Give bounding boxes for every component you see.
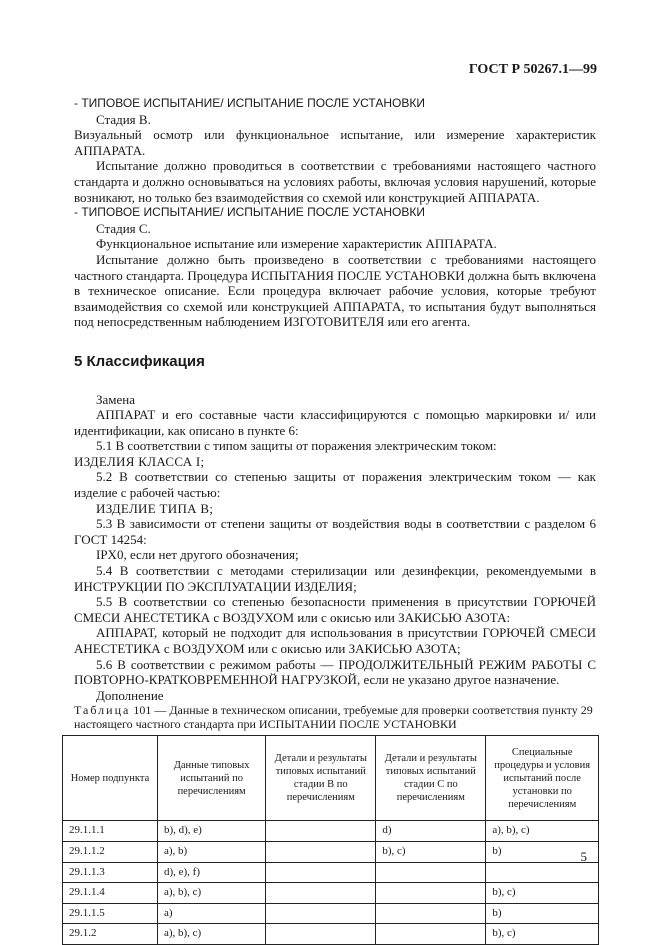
table-cell: [266, 903, 376, 924]
data-table: [62, 735, 599, 945]
table-cell: [486, 862, 599, 883]
table-header-cell: Детали и результаты типовых испытаний стадии С по перечислениям: [376, 736, 486, 821]
table-cell: 29.1.1.1: [63, 821, 158, 842]
paragraph-functional-test: Функциональное испытание или измерение характеристик АППАРАТА.: [96, 236, 497, 252]
table-header-cell: Данные типовых испытаний по перечислениям: [157, 736, 265, 821]
paragraph-installation-procedure: Испытание должно быть произведено в соответствии с требованиями настоящего частного стандарта. Процедура ИСПЫТАНИЯ ПОСЛЕ УСТАНОВКИ должна быть включена в техническое описание. Если процедура включает рабочие условия, которые требуют взаимодействия со схемой или конструкцией АППАРАТА, то испытания будут выполняться под непосредственным наблюдением ИЗГОТОВИТЕЛЯ или его агента.: [74, 251, 596, 330]
table-cell: [266, 841, 376, 862]
table-label: Таблица: [74, 703, 131, 718]
stage-b-label: Стадия В.: [96, 111, 151, 127]
table-cell: 29.1.2: [63, 924, 158, 945]
document-code: ГОСТ Р 50267.1—99: [468, 62, 597, 77]
table-caption-text: 101 — Данные в техническом описании, требуемые для проверки соответствия пункту 29 настоящего частного стандарта при ИСПЫТАНИИ ПОСЛЕ УСТАНОВКИ: [74, 703, 593, 732]
table-row: [63, 924, 599, 945]
heading-type-test-b: - ТИПОВОЕ ИСПЫТАНИЕ/ ИСПЫТАНИЕ ПОСЛЕ УСТАНОВКИ: [74, 96, 425, 110]
table-row: [63, 883, 599, 904]
table-cell: 29.1.1.5: [63, 903, 158, 924]
table-header-cell: Детали и результаты типовых испытаний стадии В по перечислениям: [266, 736, 376, 821]
table-cell: [376, 883, 486, 904]
table-cell: a), b), c): [157, 883, 265, 904]
table-cell: [266, 821, 376, 842]
table-header-cell: Номер подпункта: [63, 736, 158, 821]
table-cell: a), b), c): [157, 924, 265, 945]
table-row: [63, 862, 599, 883]
replace-label: Замена: [96, 391, 136, 407]
table-cell: a), b): [157, 841, 265, 862]
table-cell: d), e), f): [157, 862, 265, 883]
addition-label: Дополнение: [96, 687, 164, 703]
clause-5-3-value: IPX0, если нет другого обозначения;: [96, 547, 299, 563]
table-row: [63, 903, 599, 924]
table-header-row: [63, 736, 599, 821]
paragraph-classification-intro: АППАРАТ и его составные части классифицируются с помощью маркировки и/ или идентификации, как описано в пункте 6:: [74, 407, 596, 438]
clause-5-4: 5.4 В соответствии с методами стерилизации или дезинфекции, рекомендуемыми в ИНСТРУКЦИИ ПО ЭКСПЛУАТАЦИИ ИЗДЕЛИЯ;: [74, 563, 596, 594]
table-cell: b), c): [376, 841, 486, 862]
clause-5-3: 5.3 В зависимости от степени защиты от воздействия воды в соответствии с разделом 6 ГОСТ 14254:: [74, 516, 596, 547]
table-header-cell: Специальные процедуры и условия испытаний после установки по перечислениям: [486, 736, 599, 821]
page-number: 5: [580, 849, 587, 864]
table-cell: [376, 862, 486, 883]
table-cell: b), c): [486, 924, 599, 945]
table-cell: b), d), e): [157, 821, 265, 842]
stage-c-label: Стадия С.: [96, 220, 151, 236]
table-cell: b): [486, 841, 599, 862]
heading-type-test-c: - ТИПОВОЕ ИСПЫТАНИЕ/ ИСПЫТАНИЕ ПОСЛЕ УСТАНОВКИ: [74, 205, 425, 220]
paragraph-visual-inspection: Визуальный осмотр или функциональное испытание, или измерение характеристик АППАРАТА.: [74, 127, 596, 158]
table-caption: [74, 703, 596, 731]
table-cell: 29.1.1.2: [63, 841, 158, 862]
table-row: [63, 821, 599, 842]
clause-5-5: 5.5 В соответствии со степенью безопасности применения в присутствии ГОРЮЧЕЙ СМЕСИ АНЕСТЕТИКА с ВОЗДУХОМ или с окисью или ЗАКИСЬЮ АЗОТА:: [74, 594, 596, 625]
table-cell: [376, 924, 486, 945]
table-cell: 29.1.1.4: [63, 883, 158, 904]
clause-5-2: 5.2 В соответствии со степенью защиты от поражения электрическим током — как изделие с рабочей частью:: [74, 469, 596, 501]
clause-5-6: 5.6 В соответствии с режимом работы — ПРОДОЛЖИТЕЛЬНЫЙ РЕЖИМ РАБОТЫ С ПОВТОРНО-КРАТКОВРЕМЕННОЙ НАГРУЗКОЙ, если не указано другое назначение.: [74, 656, 596, 688]
table-cell: a), b), c): [486, 821, 599, 842]
table-cell: [266, 924, 376, 945]
clause-5-1-value: ИЗДЕЛИЯ КЛАССА I;: [74, 453, 205, 469]
table-cell: [266, 883, 376, 904]
table-row: [63, 841, 599, 862]
table-cell: d): [376, 821, 486, 842]
table-cell: b): [486, 903, 599, 924]
document-body: [69, 96, 596, 945]
clause-5-5-value: АППАРАТ, который не подходит для использования в присутствии ГОРЮЧЕЙ СМЕСИ АНЕСТЕТИКА с ВОЗДУХОМ или с окисью или ЗАКИСЬЮ АЗОТА;: [74, 625, 596, 656]
table-cell: [376, 903, 486, 924]
clause-5-1: 5.1 В соответствии с типом защиты от поражения электрическим током:: [96, 438, 497, 454]
clause-5-2-value: ИЗДЕЛИЕ ТИПА В;: [96, 500, 214, 516]
table-cell: [266, 862, 376, 883]
table-cell: a): [157, 903, 265, 924]
table-cell: b), c): [486, 883, 599, 904]
section-title-classification: 5 Классификация: [74, 352, 205, 370]
paragraph-test-conditions: Испытание должно проводиться в соответствии с требованиями настоящего частного стандарта и должно основываться на условиях работы, включая условия нарушений, которые возникают, но только без взаимодействия со схемой или конструкцией АППАРАТА.: [74, 158, 596, 205]
table-cell: 29.1.1.3: [63, 862, 158, 883]
